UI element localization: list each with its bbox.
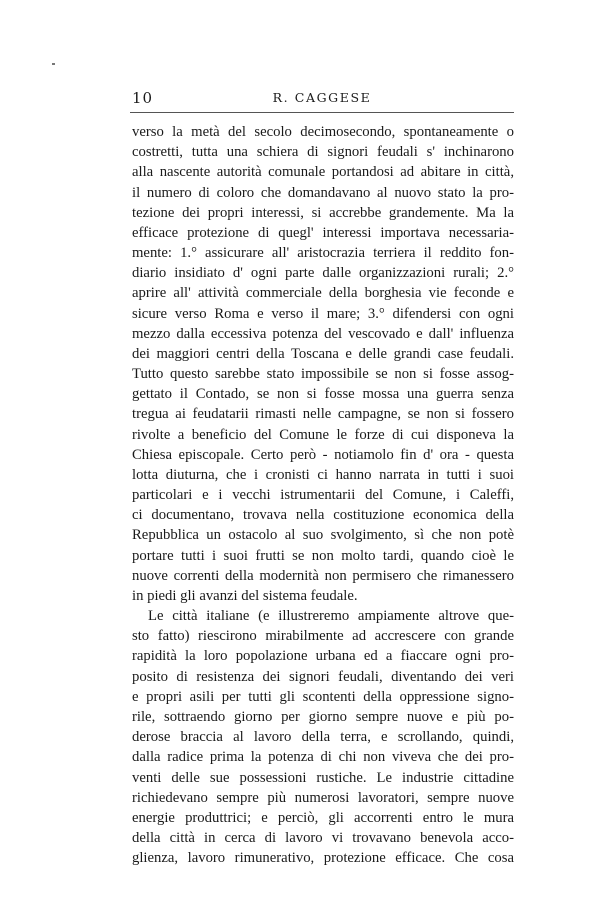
text-line: diario insidiato d' ogni parte dalle organizzazioni rurali; 2.° (132, 265, 514, 282)
text-line: rile, sottraendo giorno per giorno sempre nuove e più po- (132, 708, 514, 725)
text-line: rivolte a beneficio del Comune le forze di cui disponeva la (132, 426, 514, 443)
text-line: efficace protezione di quegl' interessi importava necessaria- (132, 224, 514, 241)
text-line: particolari e i vecchi istrumentarii del Comune, i Caleffi, (132, 487, 514, 504)
text-line: sto fatto) riescirono mirabilmente ad accrescere con grande (132, 628, 514, 645)
text-line: il numero di coloro che domandavano al nuovo stato la pro- (132, 184, 514, 201)
text-line: Repubblica un ostacolo al suo svolgimento, sì che non potè (132, 527, 514, 544)
page-header (132, 89, 512, 107)
running-head: R. CAGGESE (272, 90, 372, 105)
text-line: dei maggiori centri della Toscana e delle grandi case feudali. (132, 345, 514, 362)
text-line: mente: 1.° assicurare all' aristocrazia terriera il reddito fon- (132, 245, 514, 262)
text-line: aprire all' attività commerciale della borghesia vie feconde e (132, 285, 514, 302)
text-line: ci documentano, trovava nella costituzione economica della (132, 507, 514, 524)
text-line: costretti, tutta una schiera di signori feudali s' inchinarono (132, 144, 514, 161)
text-line: energie produttrici; e perciò, gli accorrenti entro le mura (132, 809, 514, 826)
text-line: Tutto questo sarebbe stato impossibile se non si fosse assog- (132, 366, 514, 383)
text-line: tezione dei propri interessi, si accrebbe grandemente. Ma la (132, 204, 514, 221)
text-line: nuove correnti della modernità non permisero che rimanessero (132, 567, 514, 584)
body-text (132, 122, 514, 868)
paragraph (132, 606, 514, 868)
text-line: Le città italiane (e illustreremo ampiamente altrove que- (148, 608, 514, 625)
scan-speck (52, 63, 55, 65)
text-line: richiedevano sempre più numerosi lavoratori, sempre nuove (132, 789, 514, 806)
text-line: Chiesa episcopale. Certo però - notiamolo fin d' ora - questa (132, 446, 514, 463)
text-line: alla nascente autorità comunale portandosi ad abitare in città, (132, 164, 514, 181)
text-line: gettato il Contado, se non si fosse mossa una guerra senza (132, 386, 514, 403)
text-line: portare tutti i suoi frutti se non molto tardi, quando cioè le (132, 547, 514, 564)
text-line: mezzo dalla eccessiva potenza del vescovado e dall' influenza (132, 325, 514, 342)
text-line: sicure verso Roma e verso il mare; 3.° difendersi con ogni (132, 305, 514, 322)
text-line: glienza, lavoro rimunerativo, protezione efficace. Che cosa (132, 850, 514, 867)
header-rule (130, 112, 514, 113)
text-line: della città in cerca di lavoro vi trovavano benevola acco- (132, 830, 514, 847)
text-line: derose braccia al lavoro della terra, e scrollando, quindi, (132, 729, 514, 746)
text-line: posito di resistenza dei signori feudali, diventando dei veri (132, 668, 514, 685)
text-line: e propri asili per tutti gli scontenti della oppressione signo- (132, 688, 514, 705)
text-line: tregua ai feudatarii rimasti nelle campagne, se non si fossero (132, 406, 514, 423)
page-number: 10 (132, 89, 154, 107)
paragraph (132, 122, 514, 606)
text-line: in piedi gli avanzi del sistema feudale. (132, 587, 358, 604)
text-line: verso la metà del secolo decimosecondo, spontaneamente o (132, 124, 514, 140)
text-line: dalla radice prima la potenza di chi non viveva che dei pro- (132, 749, 514, 766)
text-line: venti delle sue possessioni rustiche. Le industrie cittadine (132, 769, 514, 786)
text-line: rapidità la loro popolazione urbana ed a fiaccare ogni pro- (132, 648, 514, 665)
text-line: lotta diuturna, che i cronisti ci hanno narrata in tutti i suoi (132, 466, 514, 483)
